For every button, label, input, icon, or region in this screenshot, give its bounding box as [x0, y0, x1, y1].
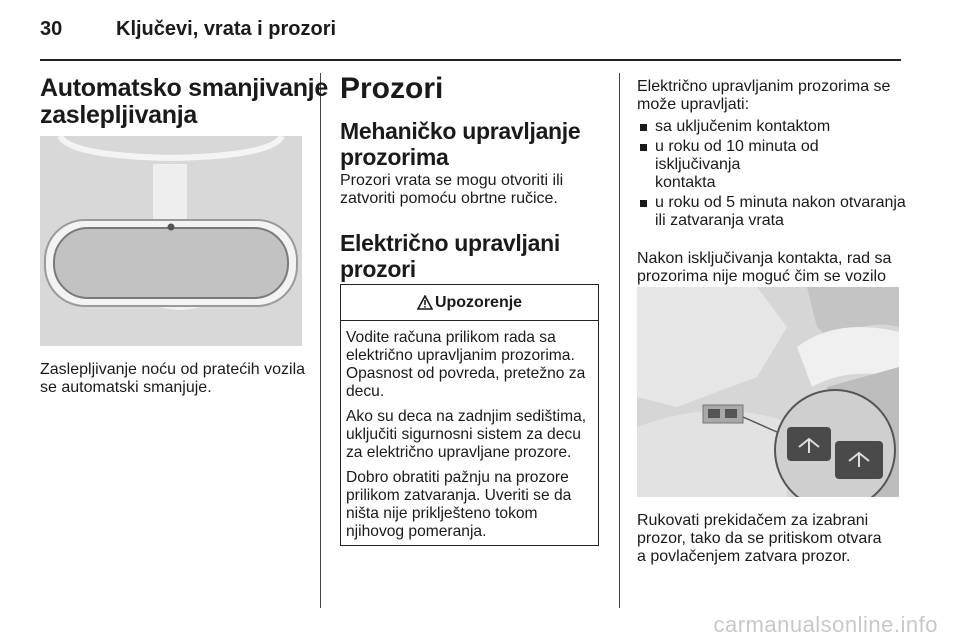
switch-caption: Rukovati prekidačem za izabrani prozor, tako da se pritiskom otvara a povlačenjem zatvara prozor.: [637, 512, 882, 565]
warning-paragraph-1: Vodite računa prilikom rada sa električno upravljanim prozorima. Opasnost od povreda, pretežno za decu.: [346, 329, 586, 400]
operation-conditions-list: [637, 118, 907, 232]
mirror-illustration: [40, 136, 302, 346]
header-rule: [40, 59, 901, 61]
electric-windows-intro: Električno upravljanim prozorima se može upravljati:: [637, 78, 891, 113]
warning-header: [341, 285, 598, 321]
list-item: u roku od 5 minuta nakon otvaranja ili zatvaranja vrata: [637, 194, 907, 230]
warning-paragraph-3: Dobro obratiti pažnju na prozore prilikom zatvaranja. Uveriti se da ništa nije priklješteno tokom njihovog pomeranja.: [346, 469, 572, 540]
subheading-electric-windows: Električno upravljani prozori: [340, 230, 560, 282]
column-divider-2: [619, 73, 620, 608]
page-header-title: Ključevi, vrata i prozori: [116, 18, 337, 40]
window-switch-illustration: [637, 287, 899, 497]
manual-windows-text: Prozori vrata se mogu otvoriti ili zatvoriti pomoću obrtne ručice.: [340, 172, 564, 207]
page-number: 30: [40, 18, 63, 40]
window-switch-icon: [637, 287, 899, 497]
list-item: sa uključenim kontaktom: [637, 118, 907, 136]
warning-title: Upozorenje: [434, 293, 523, 311]
warning-paragraph-2: Ako su deca na zadnjim sedištima, uključiti sigurnosni sistem za decu za električno upravljane prozore.: [346, 408, 587, 461]
section-heading-auto-dimming: Automatsko smanjivanje zaslepljivanja: [40, 74, 328, 129]
watermark: carmanualsonline.info: [713, 612, 938, 637]
column-divider-1: [320, 73, 321, 608]
subheading-manual-windows: Mehaničko upravljanje prozorima: [340, 118, 581, 170]
rearview-mirror-icon: [40, 136, 302, 346]
mirror-caption: Zaslepljivanje noću od pratećih vozila se automatski smanjuje.: [40, 361, 306, 396]
section-heading-windows: Prozori: [340, 72, 444, 105]
warning-triangle-icon: [417, 295, 433, 310]
warning-box: [340, 284, 599, 546]
ignition-off-text: Nakon isključivanja kontakta, rad sa prozorima nije moguć čim se vozilo: [637, 250, 892, 285]
list-item: u roku od 10 minuta od isključivanja kontakta: [637, 138, 907, 192]
